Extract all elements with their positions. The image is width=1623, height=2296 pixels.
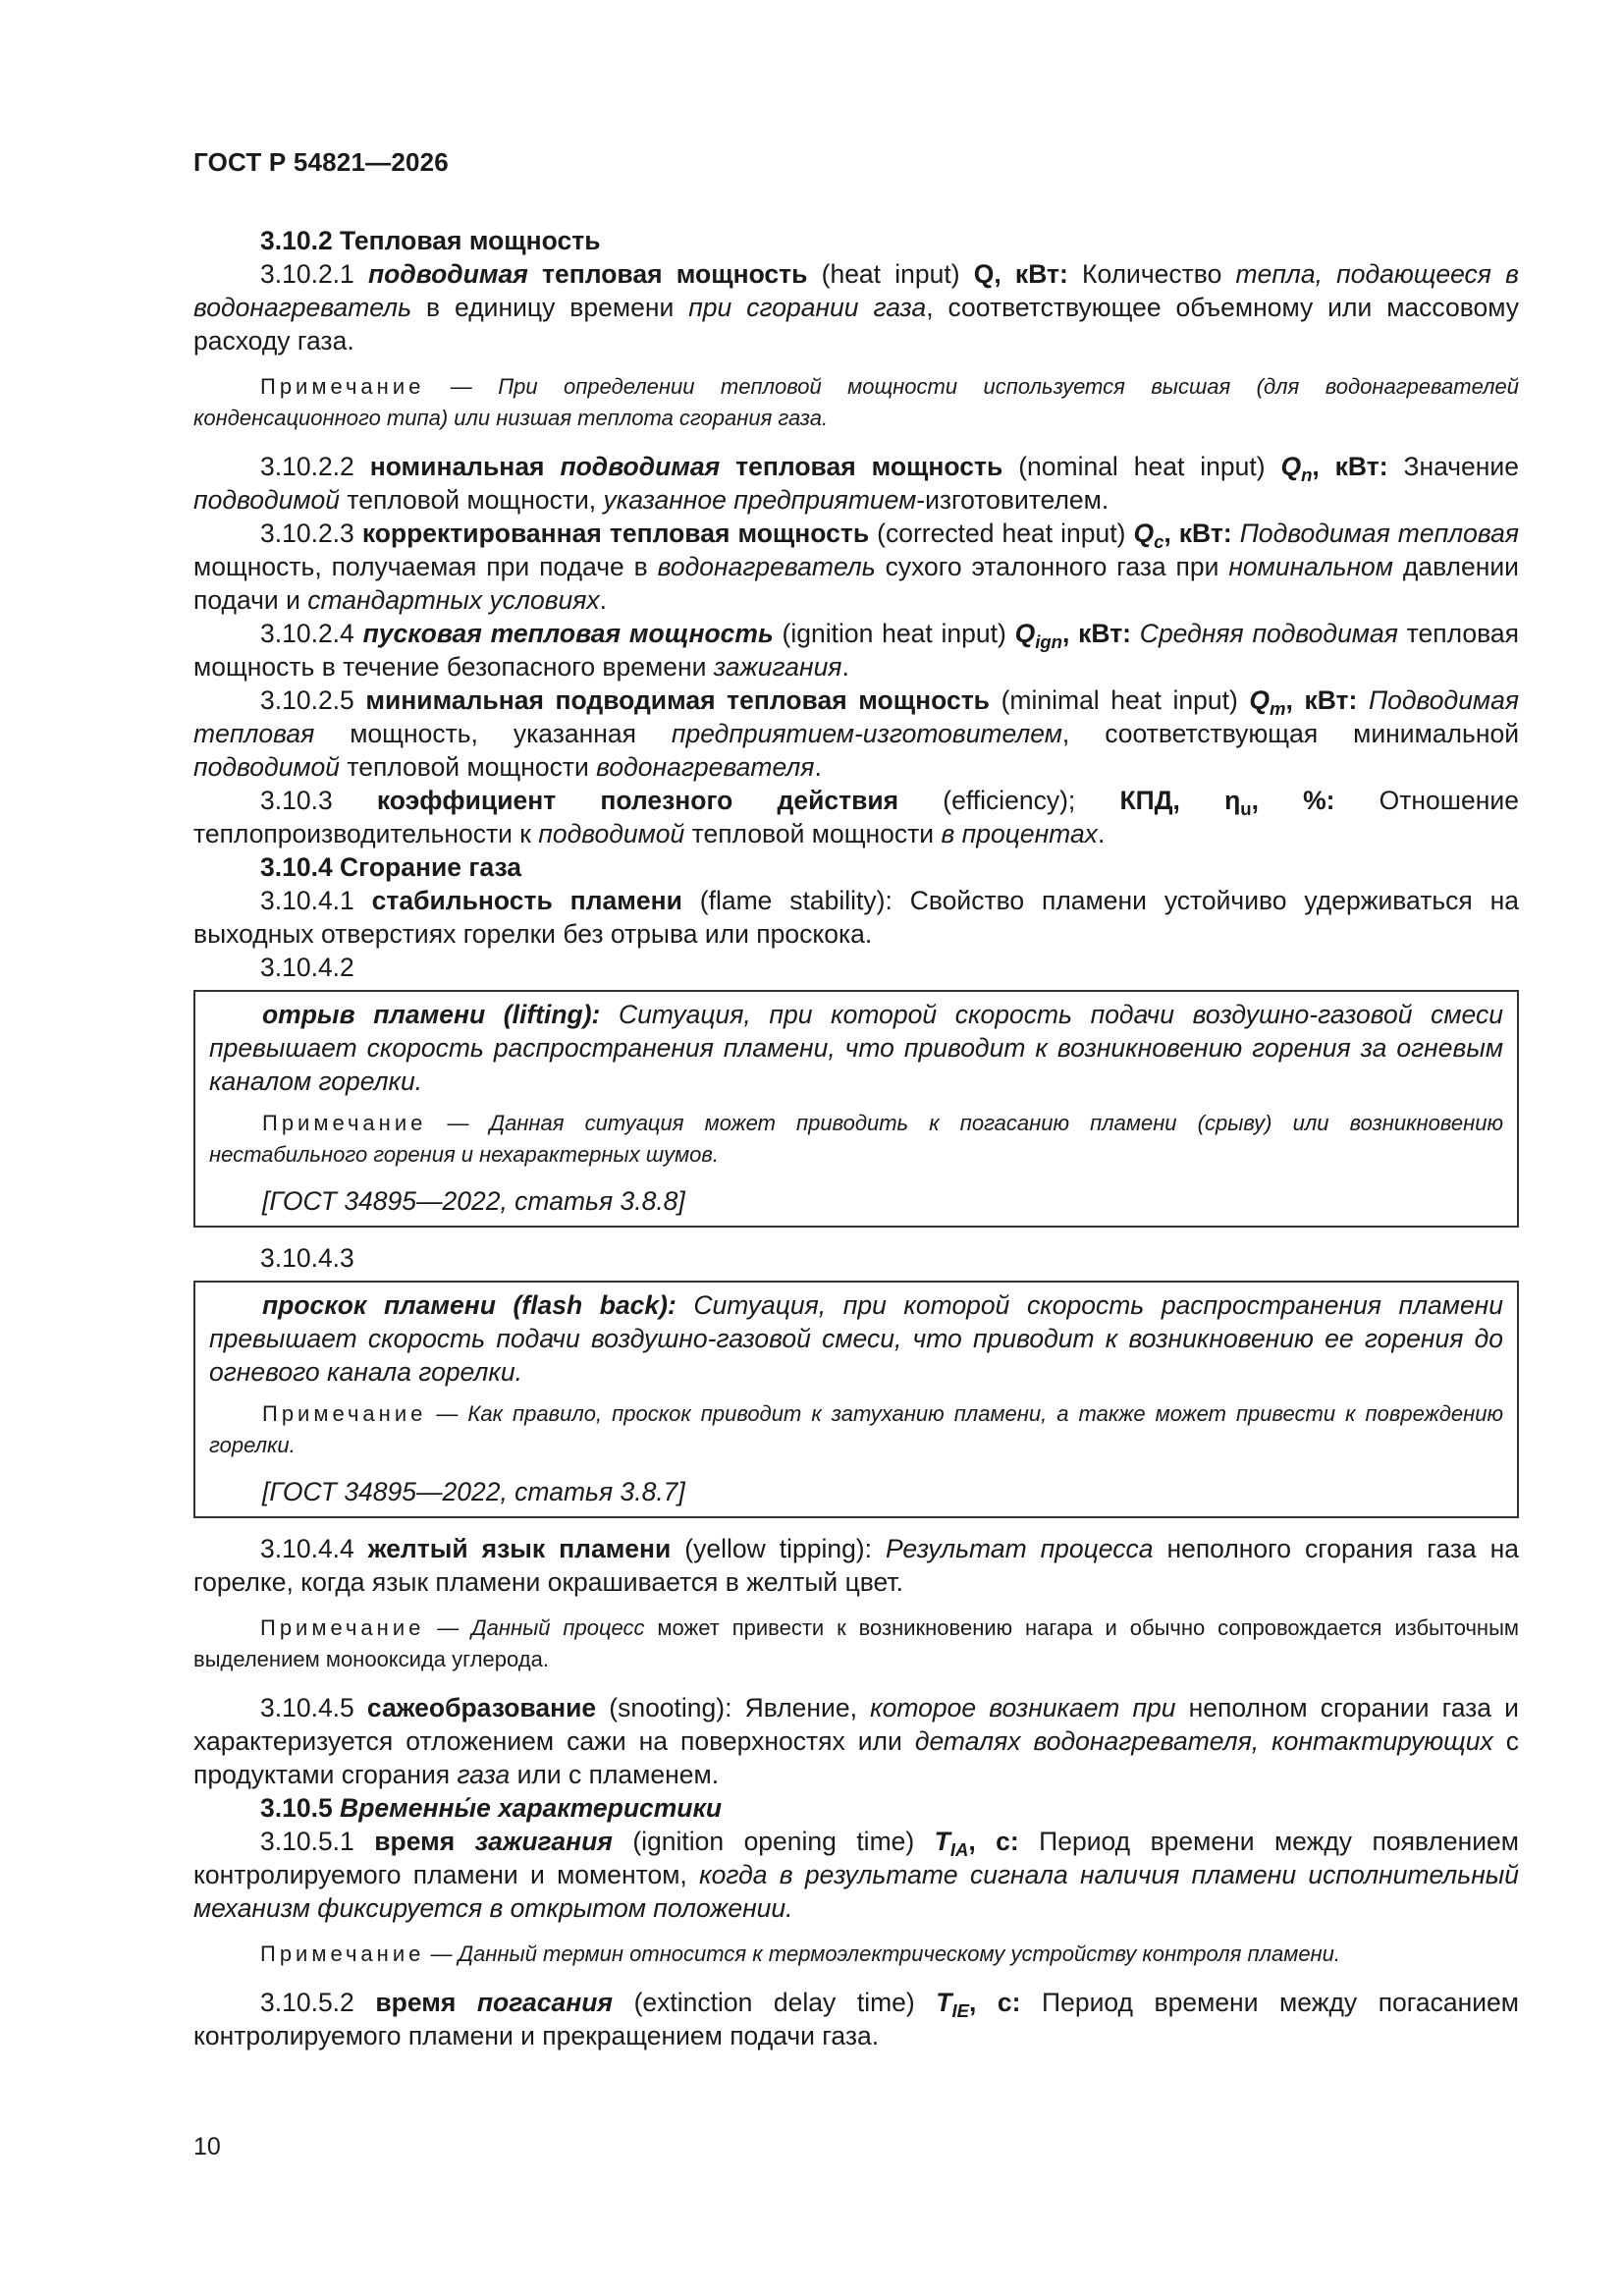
term-3-10-2-3: 3.10.2.3 корректированная тепловая мощность (corrected heat input) $Q_c$, кВт: Подводимая тепловая мощность, получаемая при подаче в водонагреватель сухого эталонного газа при номинальном давлении подачи и стандартных условиях. (193, 519, 1519, 615)
term-3-10-4-2-box (193, 990, 1519, 1228)
term-3-10-4-1: 3.10.4.1 стабильность пламени (flame stability): Свойство пламени устойчиво удерживаться на выходных отверстиях горелки без отрыва или проскока. (193, 886, 1519, 949)
term-3-10-2-2: 3.10.2.2 номинальная подводимая тепловая мощность (nominal heat input) $Q_n$, кВт: Значение подводимой тепловой мощности, указанное предприятием-изготовителем. (193, 452, 1519, 515)
section-3-10-2-title: 3.10.2 Тепловая мощность (260, 226, 601, 255)
term-3-10-4-3-definition: проскок пламени (flash back): Ситуация, при которой скорость распространения пламени превышает скорость подачи воздушно-газовой смеси, что приводит к возникновению ее горения до огневого канала горелки. (209, 1290, 1504, 1387)
term-3-10-2-5: 3.10.2.5 минимальная подводимая тепловая мощность (minimal heat input) $Q_m$, кВт: Подводимая тепловая мощность, указанная предприятием-изготовителем, соответствующая минимальной подводимой тепловой мощности водонагревателя. (193, 685, 1520, 782)
term-3-10-4-3-number: 3.10.4.3 (260, 1243, 354, 1273)
note-3-10-5-1: Примечание — Данный термин относится к термоэлектрическому устройству контроля пламени. (260, 1941, 1341, 1966)
reference-3-10-4-3: [ГОСТ 34895—2022, статья 3.8.7] (262, 1477, 685, 1506)
term-3-10-4-3-box (193, 1281, 1519, 1518)
note-3-10-2-1: Примечание — При определении тепловой мощности используется высшая (для водонагревателей конденсационного типа) или низшая теплота сгорания газа. (193, 374, 1519, 430)
document-body (193, 224, 1519, 2052)
term-3-10-2-1: 3.10.2.1 подводимая тепловая мощность (heat input) Q, кВт: Количество тепла, подающееся в водонагреватель в единицу времени при сгорании газа, соответствующее объемному или массовому расходу газа. (193, 259, 1519, 355)
term-3-10-5-1: 3.10.5.1 время зажигания (ignition opening time) $T_{IA}$, с: Период времени между появлением контролируемого пламени и моментом, когда в результате сигнала наличия пламени исполнительный механизм фиксируется в открытом положении. (193, 1827, 1520, 1923)
term-3-10-5-2: 3.10.5.2 время погасания (extinction delay time) $T_{IE}$, с: Период времени между погасанием контролируемого пламени и прекращением подачи газа. (193, 1988, 1520, 2050)
section-3-10-4-title: 3.10.4 Сгорание газа (260, 852, 522, 882)
term-3-10-3: 3.10.3 коэффициент полезного действия (efficiency); КПД, $\eta_u$, %: Отношение теплопроизводительности к подводимой тепловой мощности в процентах. (193, 786, 1519, 848)
document-header: ГОСТ Р 54821—2026 (193, 147, 449, 177)
note-3-10-4-3: Примечание — Как правило, проскок приводит к затуханию пламени, а также может привести к повреждению горелки. (209, 1401, 1503, 1457)
reference-3-10-4-2: [ГОСТ 34895—2022, статья 3.8.8] (262, 1186, 685, 1216)
note-3-10-4-2: Примечание — Данная ситуация может приводить к погасанию пламени (срыву) или возникновению нестабильного горения и нехарактерных шумов. (209, 1111, 1503, 1167)
term-3-10-2-4: 3.10.2.4 пусковая тепловая мощность (ignition heat input) $Q_{ign}$, кВт: Средняя подводимая тепловая мощность в течение безопасного времени зажигания. (193, 619, 1519, 682)
term-3-10-4-2-number: 3.10.4.2 (260, 953, 354, 982)
term-3-10-4-2-definition: отрыв пламени (lifting): Ситуация, при которой скорость подачи воздушно-газовой смеси превышает скорость распространения пламени, что приводит к возникновению горения за огневым каналом горелки. (209, 1000, 1503, 1096)
page-number: 10 (193, 2133, 221, 2160)
term-3-10-4-5: 3.10.4.5 сажеобразование (snooting): Явление, которое возникает при неполном сгорании газа и характеризуется отложением сажи на поверхностях или деталях водонагревателя, контактирующих с продуктами сгорания газа или с пламенем. (193, 1693, 1519, 1789)
section-3-10-5-title: 3.10.5 Временны́е характеристики (260, 1793, 723, 1823)
term-3-10-4-4: 3.10.4.4 желтый язык пламени (yellow tipping): Результат процесса неполного сгорания газа на горелке, когда язык пламени окрашивается в желтый цвет. (193, 1534, 1519, 1597)
note-3-10-4-4: Примечание — Данный процесс может привести к возникновению нагара и обычно сопровождается избыточным выделением монооксида углерода. (193, 1615, 1520, 1671)
